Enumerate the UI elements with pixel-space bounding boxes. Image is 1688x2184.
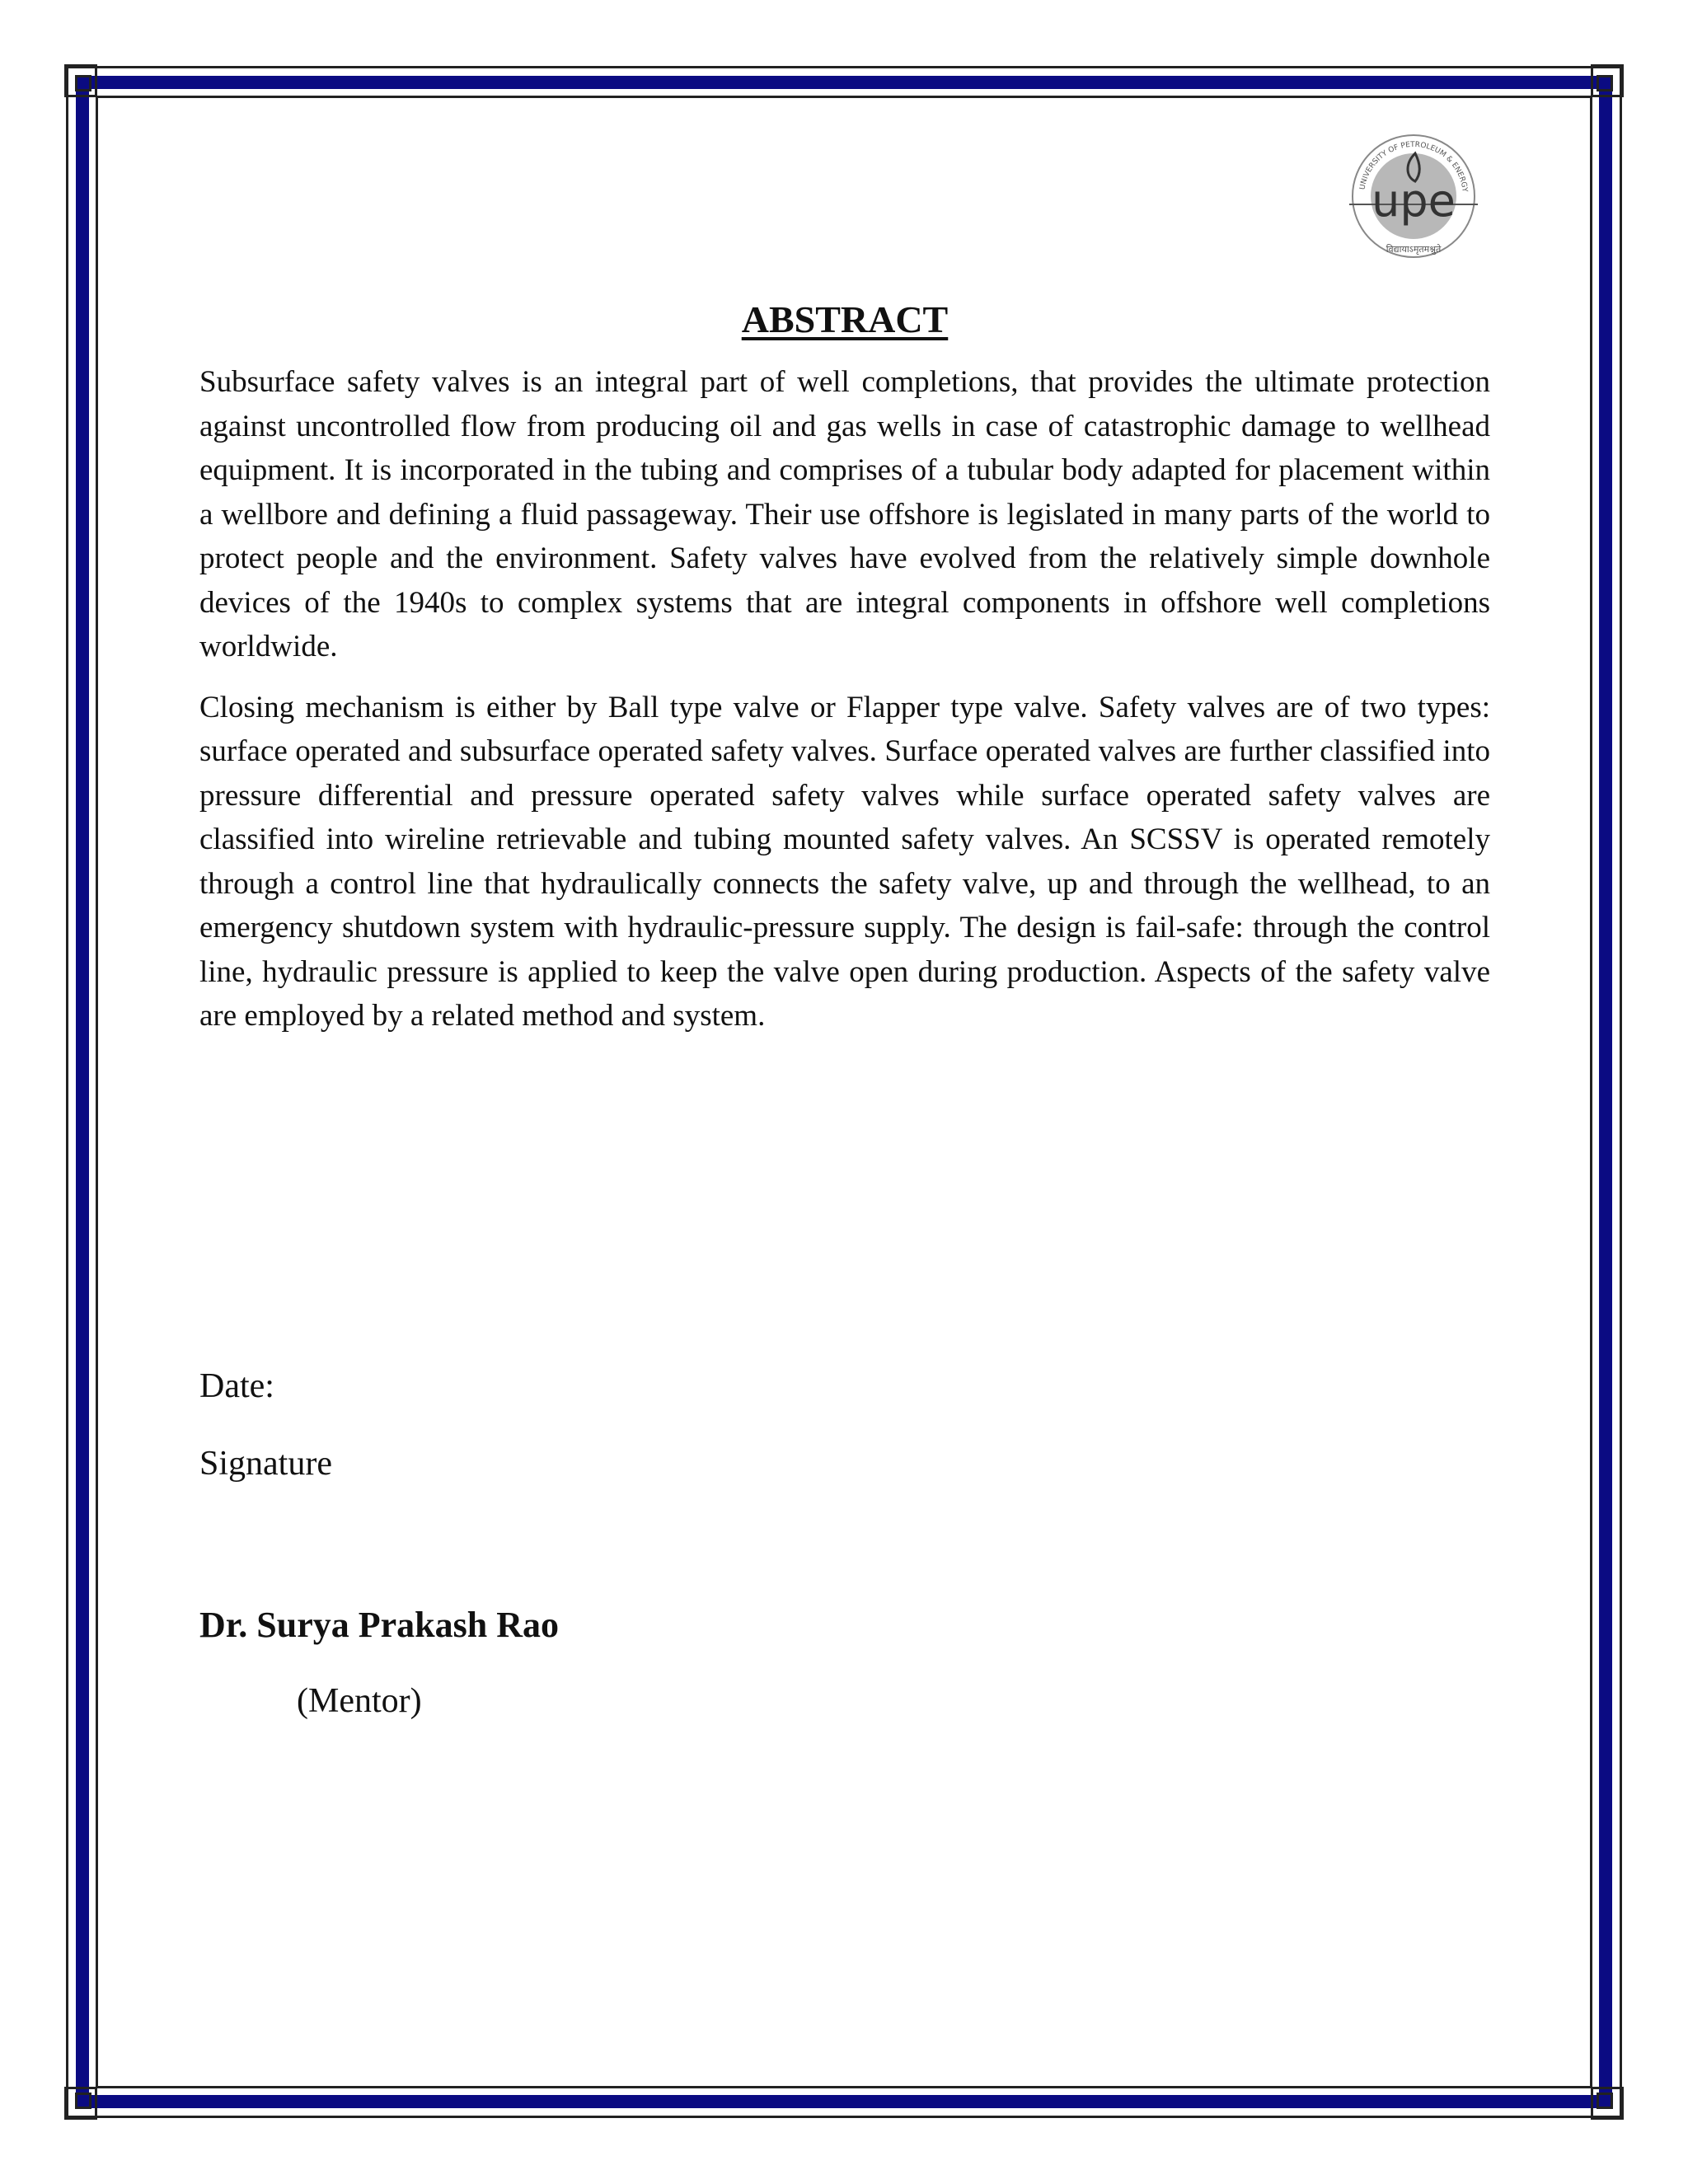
logo-monogram: upe — [1372, 175, 1456, 227]
mentor-role: (Mentor) — [297, 1682, 422, 1720]
mentor-name: Dr. Surya Prakash Rao — [199, 1605, 559, 1645]
abstract-section — [199, 297, 1490, 1055]
border-corner-bottom-right — [1591, 2087, 1624, 2120]
university-seal-icon — [1339, 130, 1488, 262]
logo-ring-text: UNIVERSITY OF PETROLEUM & ENERGY — [1358, 140, 1469, 193]
abstract-paragraph-1: Subsurface safety valves is an integral part of well completions, that provides the ultimate protection against uncontrolled flow from producing oil and gas wells in case of catastrophic damage to wellhead equipment. It is incorporated in the tubing and comprises of a tubular body adapted for placement within a wellbore and defining a fluid passageway. Their use offshore is legislated in many parts of the world to protect people and the environment. Safety valves have evolved from the relatively simple downhole devices of the 1940s to complex systems that are integral components in offshore well completions worldwide. — [199, 365, 1490, 664]
border-corner-bottom-left — [64, 2087, 97, 2120]
abstract-paragraph-2: Closing mechanism is either by Ball type valve or Flapper type valve. Safety valves are of two types: surface operated and subsurface operated safety valves. Surface operated valves are further classified into pressure differential and pressure operated safety valves while surface operated safety valves are classified into wireline retrievable and tubing mounted safety valves. An SCSSV is operated remotely through a control line that hydraulically connects the safety valve, up and through the wellhead, to an emergency shutdown system with hydraulic-pressure supply. The design is fail-safe: through the control line, hydraulic pressure is applied to keep the valve open during production. Aspects of the safety valve are employed by a related method and system. — [199, 690, 1490, 1033]
border-corner-top-right — [1591, 64, 1624, 97]
border-corner-top-left — [64, 64, 97, 97]
signature-label: Signature — [199, 1445, 332, 1483]
page-title: ABSTRACT — [741, 298, 949, 340]
logo-motto: विद्यायाऽमृतमश्नुते — [1386, 244, 1442, 255]
university-logo — [1339, 130, 1488, 262]
date-label: Date: — [199, 1367, 274, 1405]
